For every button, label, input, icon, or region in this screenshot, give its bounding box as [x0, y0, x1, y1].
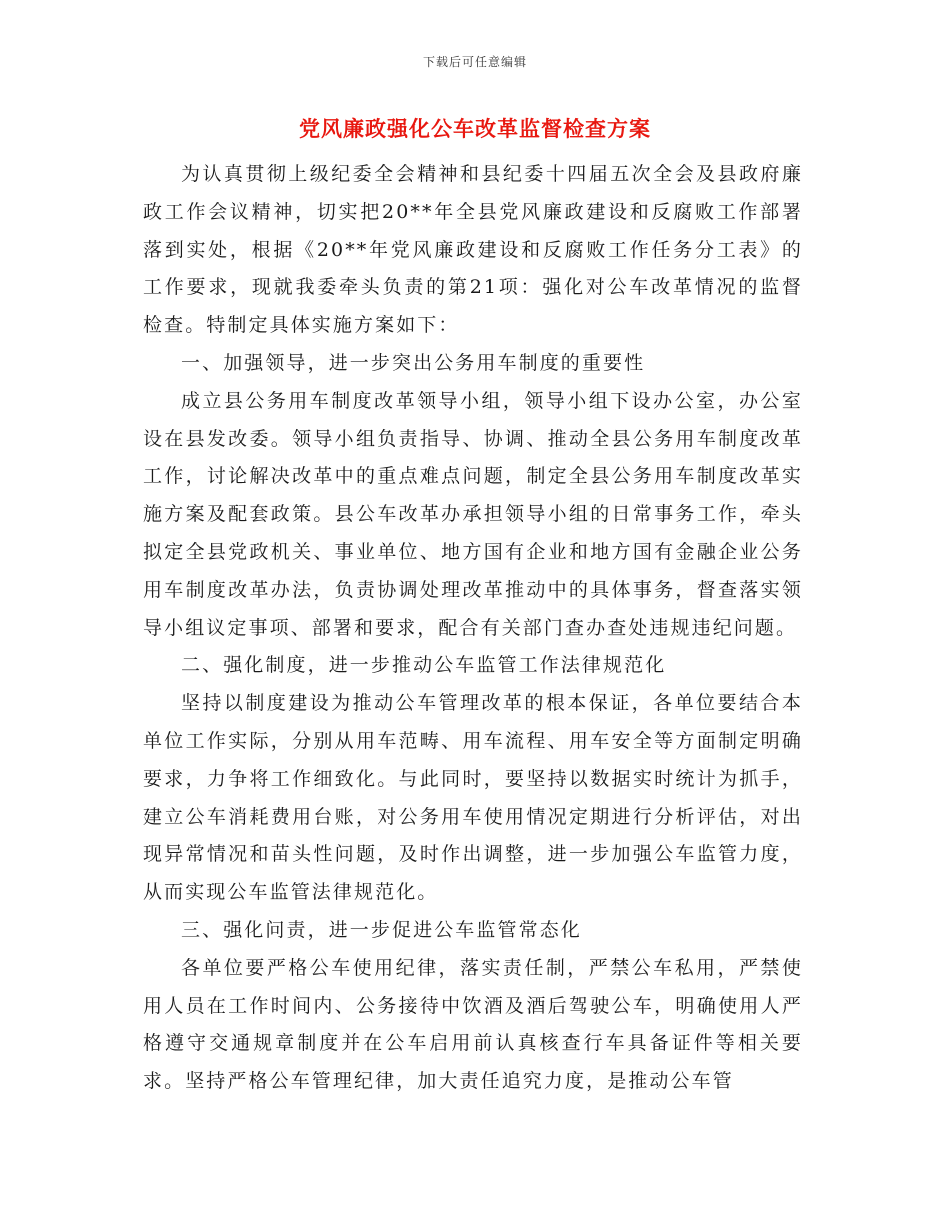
paragraph-section-1: 成立县公务用车制度改革领导小组，领导小组下设办公室，办公室设在县发改委。领导小组负责指导、协调、推动全县公务用车制度改革工作，讨论解决改革中的重点难点问题，制定全县公务用车制度改革实施方案及配套政策。县公车改革办承担领导小组的日常事务工作，牵头拟定全县党政机关、事业单位、地方国有企业和地方国有金融企业公务用车制度改革办法，负责协调处理改革推动中的具体事务，督查落实领导小组议定事项、部署和要求，配合有关部门查办查处违规违纪问题。	[143, 389, 803, 639]
document-body	[143, 156, 803, 1101]
section-heading-1: 一、加强领导，进一步突出公务用车制度的重要性	[181, 351, 646, 374]
section-heading-3: 三、强化问责，进一步促进公车监管常态化	[181, 918, 582, 941]
paragraph-intro: 为认真贯彻上级纪委全会精神和县纪委十四届五次全会及县政府廉政工作会议精神，切实把20**年全县党风廉政建设和反腐败工作部署落到实处，根据《20**年党风廉政建设和反腐败工作任务分工表》的工作要求，现就我委牵头负责的第21项：强化对公车改革情况的监督检查。特制定具体实施方案如下：	[143, 163, 803, 337]
paragraph-section-3: 各单位要严格公车使用纪律，落实责任制，严禁公车私用，严禁使用人员在工作时间内、公务接待中饮酒及酒后驾驶公车，明确使用人严格遵守交通规章制度并在公车启用前认真核查行车具备证件等相关要求。坚持严格公车管理纪律，加大责任追究力度，是推动公车管	[143, 956, 803, 1093]
header-note: 下载后可任意编辑	[422, 55, 527, 69]
section-heading-2: 二、强化制度，进一步推动公车监管工作法律规范化	[181, 654, 667, 677]
document-title: 党风廉政强化公车改革监督检查方案	[299, 116, 651, 141]
paragraph-section-2: 坚持以制度建设为推动公车管理改革的根本保证，各单位要结合本单位工作实际，分别从用车范畴、用车流程、用车安全等方面制定明确要求，力争将工作细致化。与此同时，要坚持以数据实时统计为抓手，建立公车消耗费用台账，对公务用车使用情况定期进行分析评估，对出现异常情况和苗头性问题，及时作出调整，进一步加强公车监管力度，从而实现公车监管法律规范化。	[143, 692, 803, 904]
